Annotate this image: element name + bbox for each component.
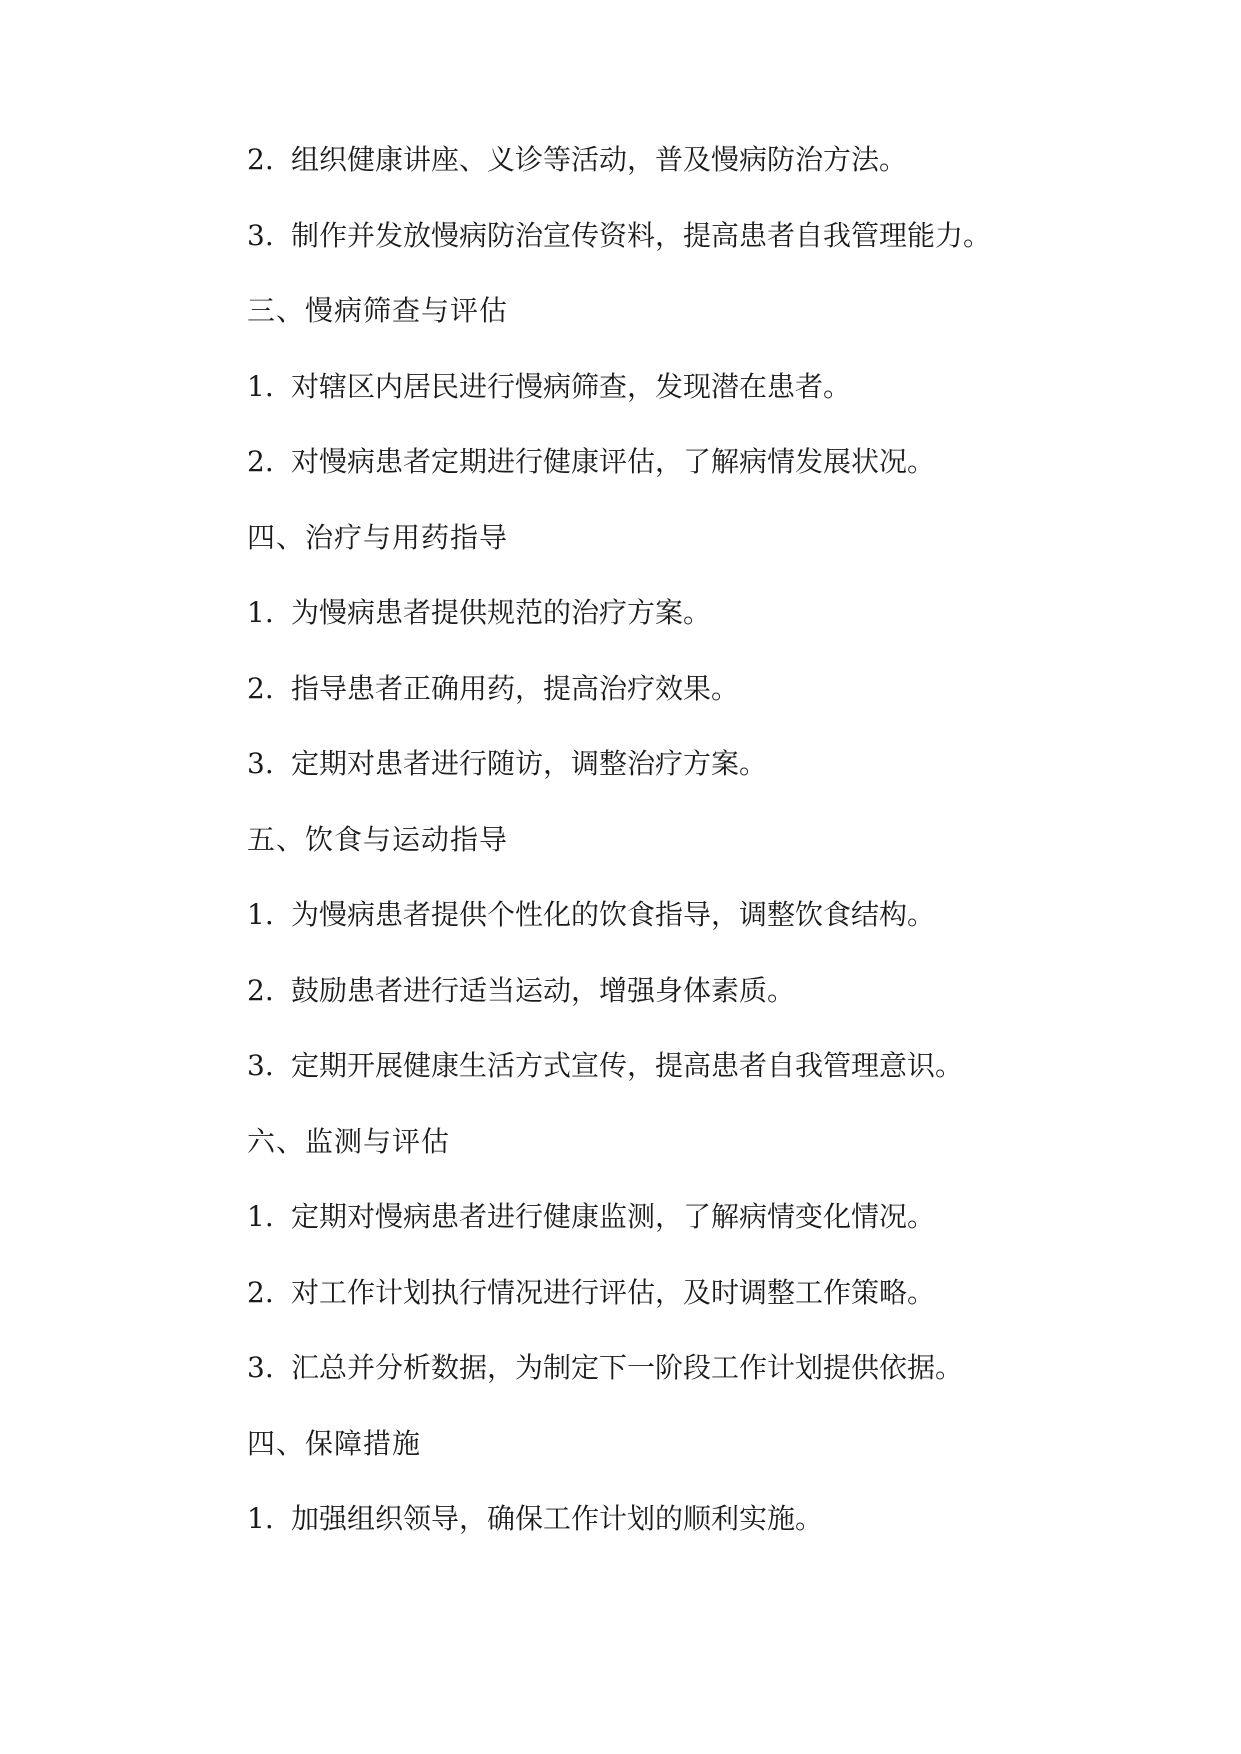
item-text: 加强组织领导，确保工作计划的顺利实施。 — [291, 1502, 824, 1535]
list-item — [247, 1499, 1147, 1575]
item-number: 3. — [247, 1049, 274, 1082]
item-number: 1. — [247, 898, 274, 931]
section-heading — [247, 1424, 1147, 1500]
item-number: 3. — [247, 218, 274, 252]
section-heading — [247, 1122, 1147, 1198]
item-number: 2. — [247, 143, 274, 176]
list-item — [247, 140, 1147, 216]
item-number: 1. — [247, 596, 274, 629]
document-body — [247, 140, 1147, 1575]
list-item — [247, 1046, 1147, 1122]
list-item — [247, 744, 1147, 820]
section-heading — [247, 820, 1147, 896]
heading-text: 四、治疗与用药指导 — [247, 520, 509, 554]
item-number: 3. — [247, 747, 274, 780]
item-text: 组织健康讲座、义诊等活动，普及慢病防治方法。 — [291, 143, 908, 176]
item-number: 2. — [247, 445, 274, 478]
list-item — [247, 442, 1147, 518]
list-item — [247, 1273, 1147, 1349]
item-number: 1. — [247, 1502, 274, 1535]
heading-text: 四、保障措施 — [247, 1426, 422, 1460]
item-number: 2. — [247, 973, 274, 1007]
list-item — [247, 216, 1147, 292]
item-number: 1. — [247, 369, 274, 403]
list-item — [247, 1348, 1147, 1424]
item-number: 1. — [247, 1200, 274, 1233]
item-text: 定期开展健康生活方式宣传，提高患者自我管理意识。 — [291, 1049, 964, 1082]
item-text: 鼓励患者进行适当运动，增强身体素质。 — [291, 973, 796, 1007]
item-number: 2. — [247, 671, 274, 705]
item-text: 对工作计划执行情况进行评估，及时调整工作策略。 — [291, 1275, 936, 1309]
heading-text: 六、监测与评估 — [247, 1124, 451, 1158]
item-number: 3. — [247, 1351, 274, 1384]
item-number: 2. — [247, 1275, 274, 1309]
heading-text: 三、慢病筛查与评估 — [247, 294, 509, 327]
list-item — [247, 593, 1147, 669]
section-heading — [247, 518, 1147, 594]
item-text: 为慢病患者提供个性化的饮食指导，调整饮食结构。 — [291, 898, 936, 931]
item-text: 制作并发放慢病防治宣传资料，提高患者自我管理能力。 — [291, 218, 992, 252]
section-heading — [247, 291, 1147, 367]
heading-text: 五、饮食与运动指导 — [247, 822, 509, 856]
item-text: 指导患者正确用药，提高治疗效果。 — [291, 671, 740, 705]
list-item — [247, 1197, 1147, 1273]
list-item — [247, 367, 1147, 443]
list-item — [247, 971, 1147, 1047]
item-text: 定期对患者进行随访，调整治疗方案。 — [291, 747, 768, 780]
item-text: 对慢病患者定期进行健康评估，了解病情发展状况。 — [291, 445, 936, 478]
item-text: 为慢病患者提供规范的治疗方案。 — [291, 596, 712, 629]
item-text: 汇总并分析数据，为制定下一阶段工作计划提供依据。 — [291, 1351, 964, 1384]
list-item — [247, 895, 1147, 971]
list-item — [247, 669, 1147, 745]
item-text: 定期对慢病患者进行健康监测，了解病情变化情况。 — [291, 1200, 936, 1233]
item-text: 对辖区内居民进行慢病筛查，发现潜在患者。 — [291, 369, 852, 403]
